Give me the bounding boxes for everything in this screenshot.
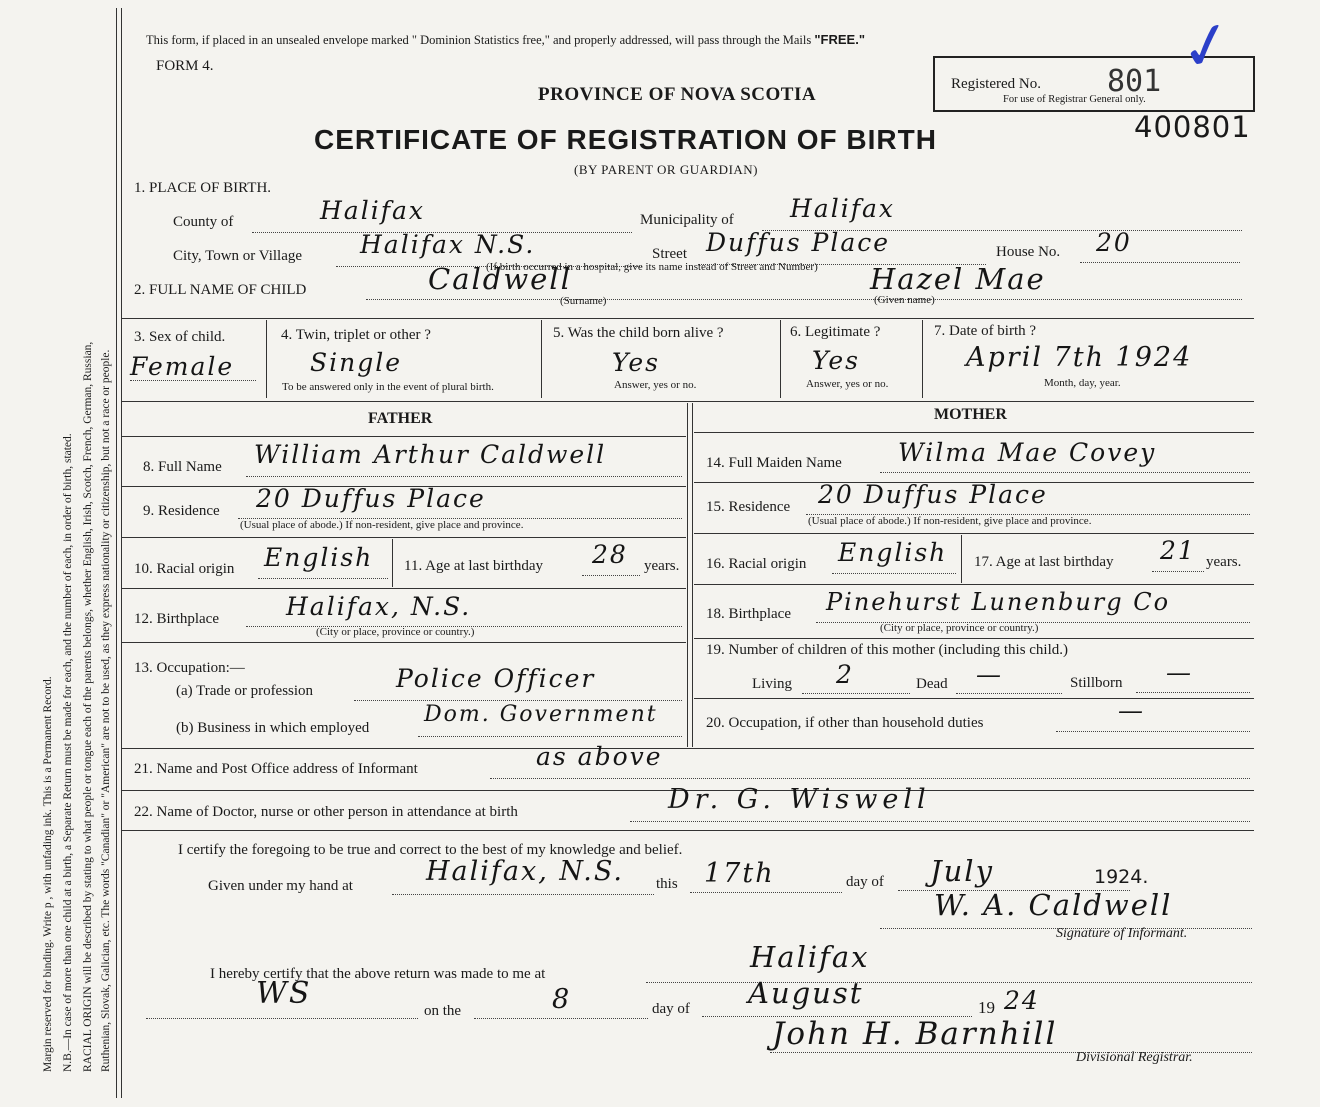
mother-age-unit: years. [1206, 554, 1242, 570]
father-residence-value: 20 Duffus Place [256, 484, 486, 513]
stillborn-line [1136, 692, 1250, 693]
registered-label: Registered No. [951, 76, 1041, 92]
mail-notice: This form, if placed in an unsealed envelope marked " Dominion Statistics free," and properly addressed, will pass through the Mails "FREE." [146, 32, 865, 47]
county-value: Halifax [320, 196, 425, 225]
legitimate-value: Yes [812, 346, 860, 375]
row-divider [694, 432, 1254, 433]
mother-age-line [1152, 571, 1204, 572]
given-place-line [392, 894, 654, 895]
mother-residence-note: (Usual place of abode.) If non-resident, give place and province. [808, 515, 1092, 527]
father-birthplace-value: Halifax, N.S. [286, 592, 472, 621]
date-of-birth-label: 7. Date of birth ? [934, 323, 1037, 339]
mother-residence-label: 15. Residence [706, 499, 791, 515]
given-under-label: Given under my hand at [208, 878, 353, 894]
row-divider [122, 318, 1254, 319]
father-business-line [418, 736, 682, 737]
hospital-note: (If birth occurred in a hospital, give its name instead of Street and Number) [486, 261, 818, 273]
mother-occupation-label: 20. Occupation, if other than household duties [706, 715, 984, 731]
children-count-label: 19. Number of children of this mother (including this child.) [706, 642, 1069, 658]
father-racial-origin-label: 10. Racial origin [134, 561, 235, 577]
informant-label: 21. Name and Post Office address of Informant [134, 761, 418, 777]
dead-line [956, 693, 1062, 694]
county-label: County of [173, 214, 234, 230]
father-residence-label: 9. Residence [143, 503, 220, 519]
row-divider [694, 584, 1254, 585]
margin-rule-inner [121, 8, 122, 1098]
father-residence-note: (Usual place of abode.) If non-resident, give place and province. [240, 519, 524, 531]
born-alive-note: Answer, yes or no. [614, 379, 697, 391]
mother-occupation-value: — [1118, 696, 1145, 725]
registrar-signature: John H. Barnhill [772, 1016, 1058, 1052]
on-the-label: on the [424, 1003, 462, 1019]
sex-label: 3. Sex of child. [134, 329, 226, 345]
legitimate-label: 6. Legitimate ? [790, 324, 881, 340]
mother-birthplace-value: Pinehurst Lunenburg Co [826, 588, 1171, 616]
row-divider [122, 588, 686, 589]
twin-label: 4. Twin, triplet or other ? [281, 327, 431, 343]
registrar-month-value: August [748, 976, 864, 1010]
mother-maiden-name-label: 14. Full Maiden Name [706, 455, 842, 471]
father-birthplace-label: 12. Birthplace [134, 611, 219, 627]
cell-divider [922, 320, 923, 398]
date-of-birth-value: April 7th 1924 [966, 342, 1193, 373]
born-alive-label: 5. Was the child born alive ? [553, 325, 724, 341]
twin-value: Single [310, 348, 403, 377]
mother-age-label: 17. Age at last birthday [974, 554, 1114, 570]
informant-signature-caption: Signature of Informant. [1056, 926, 1188, 941]
registrar-initials: WS [256, 976, 312, 1011]
mother-birthplace-label: 18. Birthplace [706, 606, 791, 622]
stillborn-value: — [1166, 658, 1193, 687]
mother-age-value: 21 [1160, 536, 1196, 565]
sex-value: Female [130, 352, 235, 381]
cell-divider [961, 535, 962, 583]
registrar-note: For use of Registrar General only. [1003, 94, 1146, 105]
cell-divider [541, 320, 542, 398]
row-divider [122, 642, 686, 643]
cert-year-value: 1924. [1094, 866, 1149, 888]
mother-name-line [880, 472, 1250, 473]
street-value: Duffus Place [706, 228, 891, 257]
father-trade-label: (a) Trade or profession [176, 683, 314, 699]
registrar-day-of-label: day of [652, 1001, 690, 1017]
margin-note-nationality: Ruthenian, Slovak, Galician, etc. The words "Canadian" or "American" are not to be used, as they express nationality or citizenship, but not a race or people. [100, 349, 112, 1072]
mother-racial-line [832, 573, 956, 574]
form-number: FORM 4. [156, 58, 214, 74]
given-name-caption: (Given name) [874, 294, 935, 306]
dead-label: Dead [916, 676, 948, 692]
street-label: Street [652, 246, 687, 262]
margin-rule [116, 8, 117, 1098]
cert-month-value: July [930, 854, 994, 888]
father-occupation-label: 13. Occupation:— [134, 660, 245, 676]
father-age-line [582, 575, 640, 576]
registrar-day-value: 8 [552, 984, 572, 1015]
father-business-label: (b) Business in which employed [176, 720, 370, 736]
dead-value: — [976, 660, 1003, 689]
father-age-unit: years. [644, 558, 680, 574]
living-line [802, 693, 910, 694]
house-number-label: House No. [996, 244, 1061, 260]
municipality-value: Halifax [790, 194, 895, 223]
cell-divider [266, 320, 267, 398]
surname-caption: (Surname) [560, 295, 607, 307]
city-label: City, Town or Village [173, 248, 303, 264]
father-racial-origin-value: English [264, 543, 374, 572]
child-given-name-value: Hazel Mae [870, 262, 1046, 296]
mother-heading: MOTHER [934, 406, 1007, 423]
registrar-place-value: Halifax [750, 940, 870, 974]
twin-note: To be answered only in the event of plural birth. [282, 381, 494, 393]
municipality-label: Municipality of [640, 212, 734, 228]
file-number: 400801 [1134, 110, 1251, 144]
province-heading: PROVINCE OF NOVA SCOTIA [538, 84, 817, 105]
doctor-value: Dr. G. Wiswell [668, 784, 931, 815]
father-business-value: Dom. Government [424, 702, 658, 727]
registrar-year-value: 24 [1004, 986, 1040, 1015]
mother-racial-origin-label: 16. Racial origin [706, 556, 807, 572]
cert-day-of-label: day of [846, 874, 884, 890]
column-divider [692, 403, 693, 747]
father-age-label: 11. Age at last birthday [404, 558, 543, 574]
page-subtitle: (BY PARENT OR GUARDIAN) [574, 162, 759, 177]
this-label: this [656, 876, 678, 892]
place-of-birth-heading: 1. PLACE OF BIRTH. [134, 180, 272, 196]
margin-note-multiple-births: N.B.—In case of more than one child at a birth, a Separate Return must be made for each, and the number of each, in order of birth, stated. [62, 433, 74, 1072]
doctor-label: 22. Name of Doctor, nurse or other person in attendance at birth [134, 804, 518, 820]
row-divider [122, 748, 1254, 749]
father-name-label: 8. Full Name [143, 459, 222, 475]
father-birthplace-note: (City or place, province or country.) [316, 626, 475, 638]
registrar-statement: I hereby certify that the above return was made to me at [210, 966, 546, 982]
registrar-left-line [146, 1018, 418, 1019]
row-divider [122, 537, 686, 538]
row-divider [122, 436, 686, 437]
born-alive-value: Yes [612, 348, 660, 377]
mother-birthplace-note: (City or place, province or country.) [880, 622, 1039, 634]
registrar-place-line [646, 982, 1252, 983]
living-value: 2 [836, 660, 854, 689]
page-title: CERTIFICATE OF REGISTRATION OF BIRTH [314, 124, 937, 155]
row-divider [122, 401, 1254, 402]
registrar-year-prefix: 19 [978, 998, 995, 1017]
father-trade-line [354, 700, 682, 701]
child-name-line [366, 299, 1242, 300]
given-place-value: Halifax, N.S. [426, 856, 624, 887]
living-label: Living [752, 676, 792, 692]
registrar-day-line [474, 1018, 648, 1019]
margin-note-racial-origin: RACIAL ORIGIN will be described by stating to what people or tongue each of the parents belongs, whether English, Irish, Scotch, French, German, Russian, [82, 341, 94, 1072]
child-name-label: 2. FULL NAME OF CHILD [134, 282, 307, 298]
house-number-value: 20 [1096, 228, 1132, 257]
informant-value: as above [536, 742, 663, 771]
city-value: Halifax N.S. [360, 230, 536, 259]
informant-signature: W. A. Caldwell [934, 888, 1173, 922]
certify-statement: I certify the foregoing to be true and correct to the best of my knowledge and belief. [178, 842, 683, 858]
mother-racial-origin-value: English [838, 538, 948, 567]
doctor-line [630, 821, 1250, 822]
mother-occupation-line [1056, 731, 1250, 732]
informant-line [490, 778, 1250, 779]
date-of-birth-note: Month, day, year. [1044, 377, 1121, 389]
mother-maiden-name-value: Wilma Mae Covey [898, 438, 1157, 467]
column-divider [687, 403, 688, 747]
mother-residence-value: 20 Duffus Place [818, 480, 1048, 509]
row-divider [694, 638, 1254, 639]
cert-day-value: 17th [704, 858, 775, 889]
child-surname-value: Caldwell [428, 262, 572, 296]
cell-divider [780, 320, 781, 398]
father-heading: FATHER [368, 410, 433, 427]
father-racial-line [258, 578, 388, 579]
cert-day-line [690, 892, 842, 893]
margin-note-binding: Margin reserved for binding. Write p , with unfading ink. This is a Permanent Record. [42, 676, 54, 1072]
legitimate-note: Answer, yes or no. [806, 378, 889, 390]
stillborn-label: Stillborn [1070, 675, 1123, 691]
father-age-value: 28 [592, 540, 628, 569]
father-trade-value: Police Officer [396, 664, 596, 693]
row-divider [694, 698, 1254, 699]
row-divider [694, 533, 1254, 534]
house-number-line [1080, 262, 1240, 263]
check-mark-icon: ✓ [1172, 5, 1241, 89]
registered-number: 801 [1107, 64, 1162, 99]
row-divider [122, 830, 1254, 831]
father-name-value: William Arthur Caldwell [254, 440, 607, 469]
cell-divider [392, 539, 393, 587]
father-name-line [246, 476, 682, 477]
registrar-caption: Divisional Registrar. [1076, 1050, 1193, 1065]
